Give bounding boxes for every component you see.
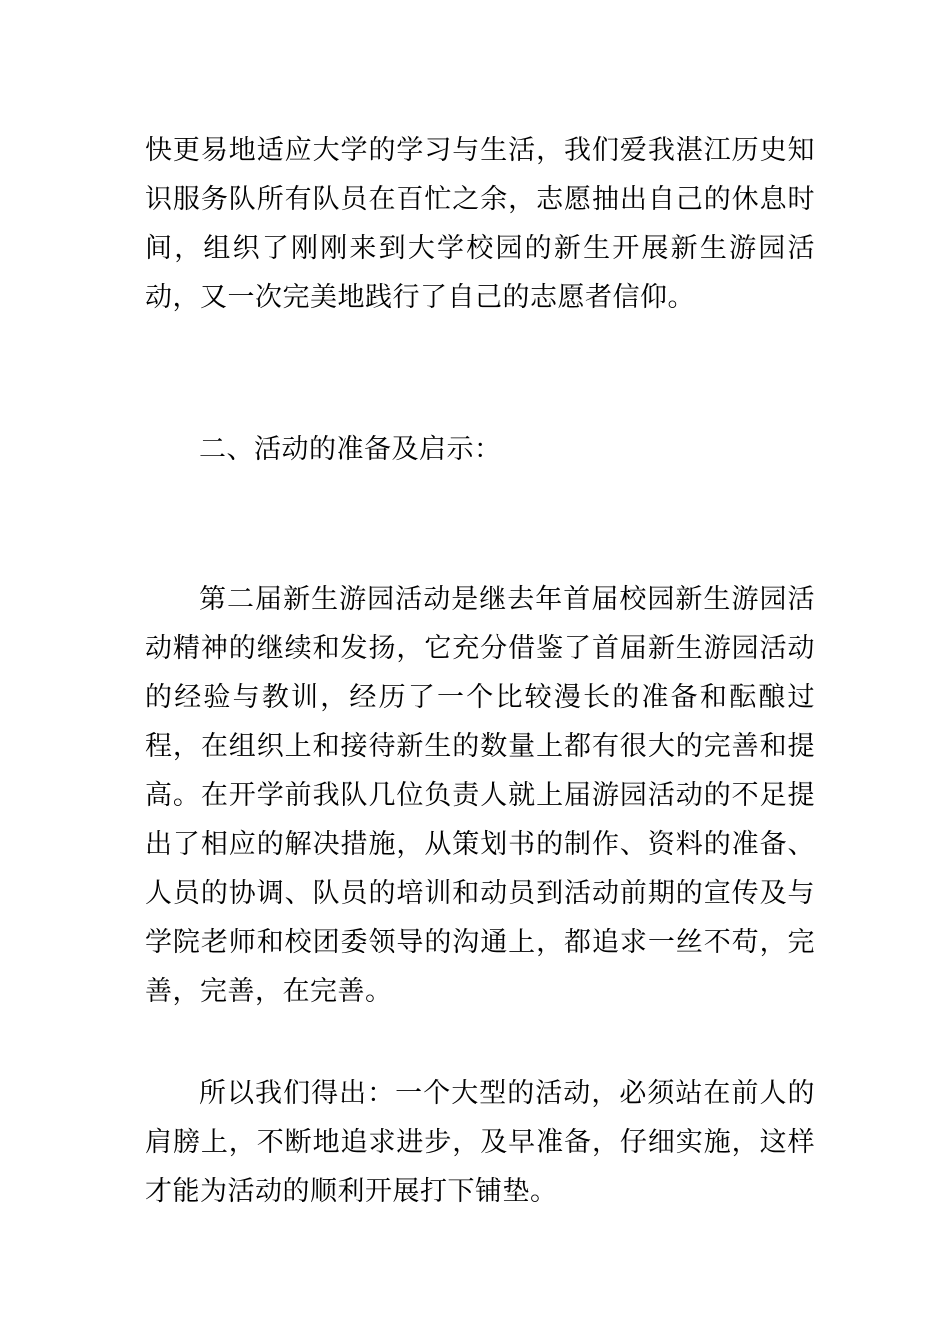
body-paragraph: 快更易地适应大学的学习与生活，我们爱我湛江历史知识服务队所有队员在百忙之余，志愿抽出自己的休息时间，组织了刚刚来到大学校园的新生开展新生游园活动，又一次完美地践行了自己的志愿者信仰。 [145,135,815,313]
body-paragraph: 第二届新生游园活动是继去年首届校园新生游园活动精神的继续和发扬，它充分借鉴了首届新生游园活动的经验与教训，经历了一个比较漫长的准备和酝酿过程，在组织上和接待新生的数量上都有很大的完善和提高。在开学前我队几位负责人就上届游园活动的不足提出了相应的解决措施，从策划书的制作、资料的准备、人员的协调、队员的培训和动员到活动前期的宣传及与学院老师和校团委领导的沟通上，都追求一丝不苟，完善，完善，在完善。 [145,584,815,1007]
body-paragraph: 所以我们得出：一个大型的活动，必须站在前人的肩膀上，不断地追求进步，及早准备，仔细实施，这样才能为活动的顺利开展打下铺垫。 [145,1078,815,1207]
section-heading: 二、活动的准备及启示： [199,434,502,465]
